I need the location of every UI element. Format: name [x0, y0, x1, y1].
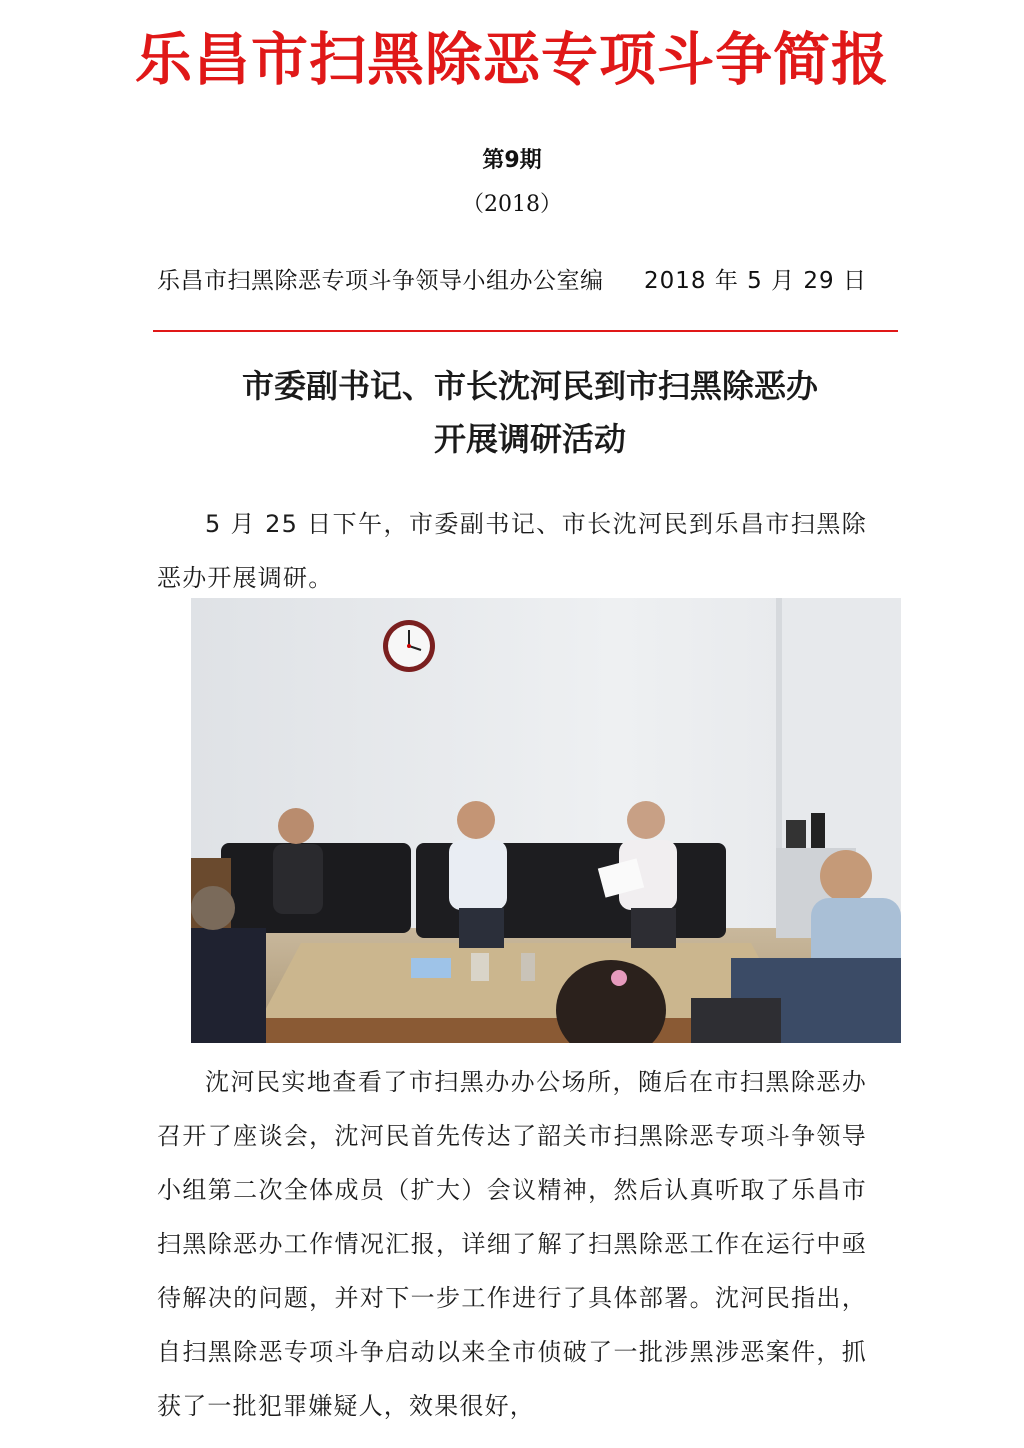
publish-date: 2018 年 5 月 29 日 [644, 268, 867, 294]
headline-line-1: 市委副书记、市长沈河民到市扫黑除恶办 [241, 367, 818, 405]
meeting-photo-illustration [191, 598, 901, 1043]
article-paragraph-2: 沈河民实地查看了市扫黑办办公场所，随后在市扫黑除恶办召开了座谈会，沈河民首先传达了韶关市扫黑除恶专项斗争领导小组第二次全体成员（扩大）会议精神，然后认真听取了乐昌市扫黑除恶办工作情况汇报，详细了解了扫黑除恶工作在运行中亟待解决的问题，并对下一步工作进行了具体部署。沈河民指出，自扫黑除恶专项斗争启动以来全市侦破了一批涉黑涉恶案件，抓获了一批犯罪嫌疑人，效果很好， [157, 1068, 867, 1420]
article-headline [150, 360, 910, 466]
editor-line [157, 262, 867, 296]
article-paragraph-1: 5 月 25 日下午，市委副书记、市长沈河民到乐昌市扫黑除恶办开展调研。 [157, 510, 867, 592]
headline-line-2: 开展调研活动 [433, 420, 626, 458]
wall-clock [383, 620, 435, 672]
editor-office: 乐昌市扫黑除恶专项斗争领导小组办公室编 [157, 268, 604, 294]
meeting-photo [191, 598, 901, 1043]
bulletin-masthead: 乐昌市扫黑除恶专项斗争简报 [135, 26, 889, 93]
issue-year: （2018） [462, 192, 562, 217]
red-divider [153, 330, 898, 332]
issue-number: 第9期 [482, 148, 542, 173]
